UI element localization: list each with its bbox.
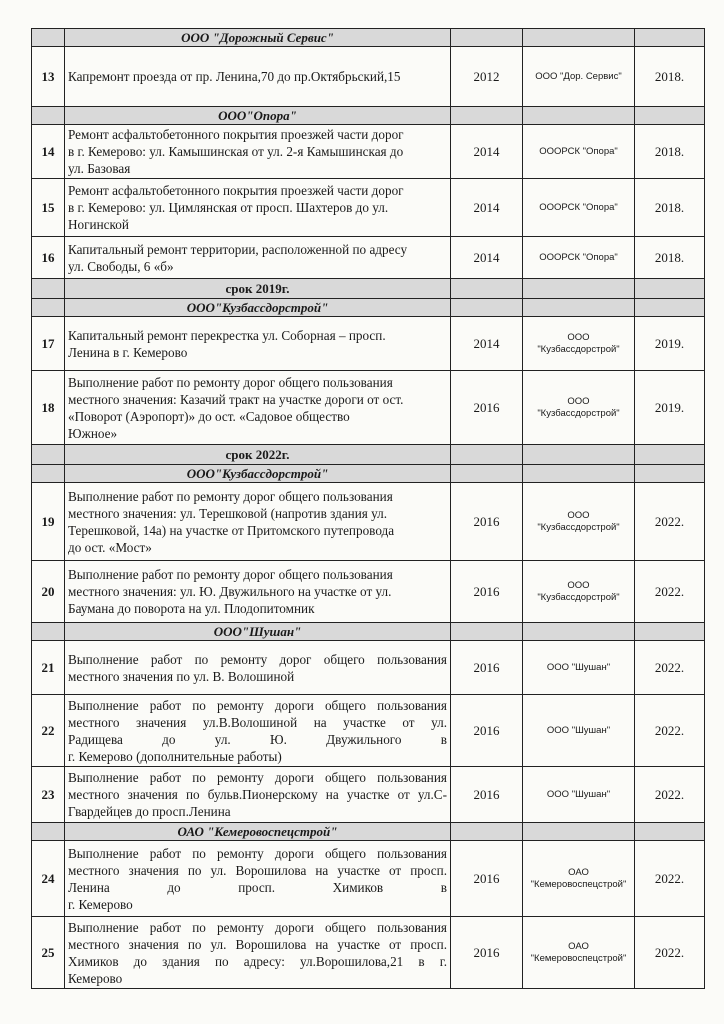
description-line: Выполнение работ по ремонту дороги общего пользования — [68, 845, 447, 861]
description-line: до ост. «Мост» — [68, 539, 152, 555]
table-row — [32, 371, 705, 445]
contractor-cell: ОООРСК "Опора" — [523, 125, 635, 179]
header-empty-cell — [635, 465, 705, 483]
header-empty-cell — [451, 29, 523, 47]
term-cell: 2022. — [635, 695, 705, 767]
description-line: местного значения по бульв.Пионерскому на участке от ул.С- — [68, 787, 447, 802]
company-header-row — [32, 107, 705, 125]
contractor-cell: ОАО "Кемеровоспецстрой" — [523, 841, 635, 917]
header-empty-cell — [523, 299, 635, 317]
year-cell: 2016 — [451, 695, 523, 767]
work-description — [65, 371, 451, 445]
row-number: 22 — [32, 695, 65, 767]
work-description — [65, 767, 451, 823]
header-empty-cell — [523, 107, 635, 125]
header-empty-cell — [635, 29, 705, 47]
period-header-row — [32, 445, 705, 465]
year-cell: 2014 — [451, 179, 523, 237]
work-description — [65, 641, 451, 695]
header-empty-cell — [451, 445, 523, 465]
work-description — [65, 47, 451, 107]
row-number: 15 — [32, 179, 65, 237]
header-empty-cell — [451, 623, 523, 641]
description-line: местного значения: Казачий тракт на участке дороги от ост. — [68, 391, 404, 407]
row-number: 18 — [32, 371, 65, 445]
term-cell: 2022. — [635, 641, 705, 695]
term-cell: 2018. — [635, 47, 705, 107]
year-cell: 2016 — [451, 371, 523, 445]
company-header-row — [32, 623, 705, 641]
company-name: ООО"Опора" — [65, 107, 451, 125]
term-cell: 2022. — [635, 483, 705, 561]
description-line: Южное» — [68, 425, 118, 441]
description-line: Ремонт асфальтобетонного покрытия проезжей части дорог — [68, 183, 404, 198]
header-empty-cell — [523, 445, 635, 465]
header-empty-cell — [451, 107, 523, 125]
header-empty-cell — [32, 299, 65, 317]
header-empty-cell — [451, 299, 523, 317]
company-name: ООО"Кузбассдорстрой" — [65, 465, 451, 483]
contractor-cell: ОООРСК "Опора" — [523, 237, 635, 279]
description-line: Выполнение работ по ремонту дорог общего пользования — [68, 651, 447, 667]
company-name: ОАО "Кемеровоспецстрой" — [65, 823, 451, 841]
work-description — [65, 695, 451, 767]
row-number: 16 — [32, 237, 65, 279]
header-empty-cell — [32, 465, 65, 483]
description-line: в г. Кемерово: ул. Камышинская от ул. 2-я Камышинская до — [68, 144, 404, 159]
description-line: местного значения ул.В.Волошиной на участке от ул. — [68, 714, 447, 730]
header-empty-cell — [32, 445, 65, 465]
term-cell: 2019. — [635, 317, 705, 371]
table-row — [32, 695, 705, 767]
description-line: Выполнение работ по ремонту дорог общего пользования — [68, 567, 393, 582]
table-row — [32, 841, 705, 917]
term-cell: 2018. — [635, 125, 705, 179]
contractor-cell: ООО "Шушан" — [523, 767, 635, 823]
company-header-row — [32, 29, 705, 47]
description-line: Выполнение работ по ремонту дорог общего пользования — [68, 488, 393, 504]
table-row — [32, 767, 705, 823]
header-empty-cell — [523, 29, 635, 47]
row-number: 24 — [32, 841, 65, 917]
header-empty-cell — [451, 279, 523, 299]
term-cell: 2022. — [635, 917, 705, 989]
year-cell: 2016 — [451, 641, 523, 695]
description-line: Ленина в г. Кемерово — [68, 344, 188, 360]
company-header-row — [32, 465, 705, 483]
year-cell: 2014 — [451, 125, 523, 179]
table-row — [32, 317, 705, 371]
header-empty-cell — [32, 107, 65, 125]
description-line: местного значения по ул. Ворошилова на участке от просп. — [68, 862, 447, 878]
row-number: 17 — [32, 317, 65, 371]
term-cell: 2019. — [635, 371, 705, 445]
row-number: 19 — [32, 483, 65, 561]
period-label: срок 2019г. — [65, 279, 451, 299]
description-line: Капремонт проезда от пр. Ленина,70 до пр.Октябрьский,15 — [68, 69, 401, 84]
year-cell: 2016 — [451, 917, 523, 989]
year-cell: 2016 — [451, 767, 523, 823]
work-description — [65, 917, 451, 989]
road-repair-table — [31, 28, 705, 989]
year-cell: 2012 — [451, 47, 523, 107]
row-number: 21 — [32, 641, 65, 695]
contractor-cell: ООО "Кузбассдорстрой" — [523, 317, 635, 371]
contractor-cell: ООО "Шушан" — [523, 695, 635, 767]
description-line: Выполнение работ по ремонту дорог общего пользования — [68, 374, 393, 390]
description-line: Выполнение работ по ремонту дороги общего пользования — [68, 919, 447, 935]
header-empty-cell — [523, 465, 635, 483]
company-header-row — [32, 299, 705, 317]
table-row — [32, 483, 705, 561]
work-description — [65, 483, 451, 561]
year-cell: 2016 — [451, 841, 523, 917]
company-name: ООО"Кузбассдорстрой" — [65, 299, 451, 317]
header-empty-cell — [635, 107, 705, 125]
description-line: Гвардейцев до просп.Ленина — [68, 804, 231, 819]
header-empty-cell — [32, 823, 65, 841]
description-line: ул. Базовая — [68, 161, 131, 176]
work-description — [65, 237, 451, 279]
description-line: Ногинской — [68, 217, 129, 232]
header-empty-cell — [635, 445, 705, 465]
table-row — [32, 561, 705, 623]
header-empty-cell — [523, 279, 635, 299]
contractor-cell: ОАО "Кемеровоспецстрой" — [523, 917, 635, 989]
table-row — [32, 237, 705, 279]
table-row — [32, 641, 705, 695]
company-name: ООО "Дорожный Сервис" — [65, 29, 451, 47]
header-empty-cell — [523, 623, 635, 641]
period-label: срок 2022г. — [65, 445, 451, 465]
description-line: Капитальный ремонт территории, расположенной по адресу — [68, 241, 408, 257]
period-header-row — [32, 279, 705, 299]
table-row — [32, 917, 705, 989]
description-line: Терешковой, 14а) на участке от Притомского путепровода — [68, 522, 395, 538]
work-description — [65, 179, 451, 237]
company-header-row — [32, 823, 705, 841]
description-line: «Поворот (Аэропорт)» до ост. «Садовое общество — [68, 408, 350, 424]
header-empty-cell — [523, 823, 635, 841]
description-line: Кемерово — [68, 970, 123, 986]
description-line: местного значения по ул. Ворошилова на участке от просп. — [68, 936, 447, 952]
year-cell: 2016 — [451, 561, 523, 623]
term-cell: 2018. — [635, 179, 705, 237]
contractor-cell: ООО "Кузбассдорстрой" — [523, 483, 635, 561]
header-empty-cell — [32, 623, 65, 641]
contractor-cell: ООО "Дор. Сервис" — [523, 47, 635, 107]
term-cell: 2022. — [635, 767, 705, 823]
description-line: г. Кемерово (дополнительные работы) — [68, 748, 282, 764]
description-line: Капитальный ремонт перекрестка ул. Соборная – просп. — [68, 327, 386, 343]
header-empty-cell — [32, 29, 65, 47]
contractor-cell: ООО "Шушан" — [523, 641, 635, 695]
table-row — [32, 179, 705, 237]
description-line: в г. Кемерово: ул. Цимлянская от просп. Шахтеров до ул. — [68, 200, 389, 215]
row-number: 13 — [32, 47, 65, 107]
year-cell: 2016 — [451, 483, 523, 561]
header-empty-cell — [451, 465, 523, 483]
description-line: Выполнение работ по ремонту дороги общего пользования — [68, 770, 447, 785]
header-empty-cell — [635, 623, 705, 641]
description-line: Баумана до поворота на ул. Плодопитомник — [68, 601, 315, 616]
table-row — [32, 47, 705, 107]
term-cell: 2018. — [635, 237, 705, 279]
company-name: ООО"Шушан" — [65, 623, 451, 641]
row-number: 14 — [32, 125, 65, 179]
term-cell: 2022. — [635, 841, 705, 917]
term-cell: 2022. — [635, 561, 705, 623]
description-line: ул. Свободы, 6 «б» — [68, 258, 174, 274]
header-empty-cell — [635, 279, 705, 299]
description-line: Химиков до здания по адресу: ул.Ворошилова,21 в г. — [68, 953, 447, 969]
contractor-cell: ООО "Кузбассдорстрой" — [523, 371, 635, 445]
year-cell: 2014 — [451, 317, 523, 371]
row-number: 20 — [32, 561, 65, 623]
row-number: 23 — [32, 767, 65, 823]
work-description — [65, 125, 451, 179]
header-empty-cell — [451, 823, 523, 841]
description-line: Радищева до ул. Ю. Двужильного в — [68, 731, 447, 747]
year-cell: 2014 — [451, 237, 523, 279]
header-empty-cell — [32, 279, 65, 299]
table-row — [32, 125, 705, 179]
description-line: местного значения по ул. В. Волошиной — [68, 668, 295, 684]
contractor-cell: ОООРСК "Опора" — [523, 179, 635, 237]
description-line: Выполнение работ по ремонту дороги общего пользования — [68, 697, 447, 713]
work-description — [65, 561, 451, 623]
description-line: местного значения: ул. Терешковой (напротив здания ул. — [68, 505, 388, 521]
contractor-cell: ООО "Кузбассдорстрой" — [523, 561, 635, 623]
row-number: 25 — [32, 917, 65, 989]
header-empty-cell — [635, 299, 705, 317]
description-line: местного значения: ул. Ю. Двужильного на участке от ул. — [68, 584, 392, 599]
header-empty-cell — [635, 823, 705, 841]
work-description — [65, 317, 451, 371]
work-description — [65, 841, 451, 917]
description-line: г. Кемерово — [68, 896, 133, 912]
description-line: Ленина до просп. Химиков в — [68, 879, 447, 895]
description-line: Ремонт асфальтобетонного покрытия проезжей части дорог — [68, 127, 404, 142]
